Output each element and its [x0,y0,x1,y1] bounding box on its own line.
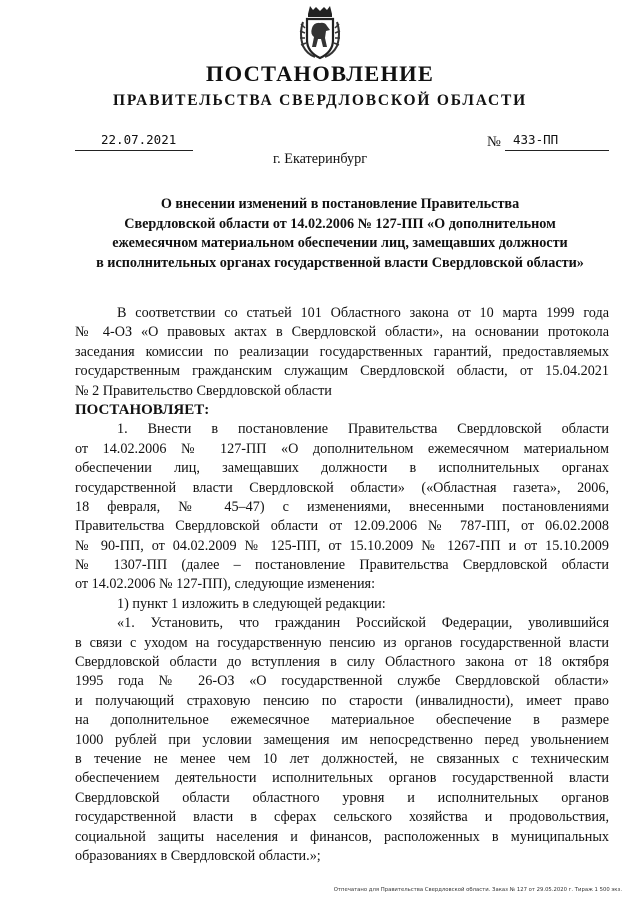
number-sign: № [487,134,501,150]
body-line: 18 февраля, № 45–47) с изменениями, внесенными постановлениями [75,498,609,515]
body-line: № 1307-ПП (далее – постановление Правительства Свердловской области [75,557,609,574]
document-body [75,304,609,866]
coat-of-arms-icon [297,4,343,60]
body-line: в течение не менее чем 10 лет должностей, не связанных с техническим [75,750,609,767]
body-line: 1995 года № 26-ОЗ «О государственной службе Свердловской области» [75,673,609,690]
heading-line: О внесении изменений в постановление Правительства [160,196,520,212]
body-line: Свердловской области областного уровня и исполнительных органов [75,789,609,806]
body-line: № 4-ОЗ «О правовых актах в Свердловской области», на основании протокола [75,324,609,341]
date-field [75,134,193,151]
body-line: на дополнительное ежемесячное материальное обеспечение в размере [75,712,609,729]
body-line: государственным гражданским служащим Свердловской области, от 15.04.2021 [75,363,609,380]
decree-word: ПОСТАНОВЛЯЕТ: [75,401,210,418]
print-imprint: Отпечатано для Правительства Свердловской области. Заказ № 127 от 29.05.2020 г. Тираж 1 500 экз. [333,887,622,893]
body-line: обеспечении лиц, замещавших должности в исполнительных органах [75,460,609,477]
body-line: от 14.02.2006 № 127-ПП), следующие изменения: [75,576,376,593]
body-line: от 14.02.2006 № 127-ПП «О дополнительном ежемесячном материальном [75,440,609,457]
body-line: обеспечением деятельности исполнительных органов государственной власти [75,770,609,787]
document-subtitle: ПРАВИТЕЛЬСТВА СВЕРДЛОВСКОЙ ОБЛАСТИ [113,92,527,109]
body-line: заседания комиссии по реализации государственных гарантий, предоставляемых [75,343,609,360]
body-line: Правительства Свердловской области от 12.09.2006 № 787-ПП, от 06.02.2008 [75,518,609,535]
heading-line: ежемесячном материальном обеспечении лиц, замещавших должности [112,235,568,251]
heading-line: Свердловской области от 14.02.2006 № 127-ПП «О дополнительном [124,215,556,232]
body-line: и получающий страховую пенсию по старости (инвалидности), имеет право [75,692,609,709]
city-name: г. Екатеринбург [272,151,368,167]
body-line: социальной защиты населения и финансов, расположенных в муниципальных [75,828,609,845]
resolution-heading [70,195,610,273]
body-line: «1. Установить, что гражданин Российской Федерации, уволившийся [117,615,609,632]
body-line: № 2 Правительство Свердловской области [75,382,332,399]
body-line: № 90-ПП, от 04.02.2009 № 125-ПП, от 15.10.2009 № 1267-ПП и от 15.10.2009 [75,537,609,554]
number-field [505,134,609,151]
document-date: 22.07.2021 [101,132,177,147]
body-line: государственной власти в сферах сельского хозяйства и продовольствия, [75,809,609,826]
body-line: 1) пункт 1 изложить в следующей редакции: [117,595,386,612]
body-line: государственной власти Свердловской области» («Областная газета», 2006, [75,479,609,496]
body-line: В соответствии со статьей 101 Областного закона от 10 марта 1999 года [117,305,609,321]
body-line: Свердловской области до вступления в силу Областного закона от 18 октября [75,654,609,671]
body-line: 1. Внести в постановление Правительства Свердловской области [117,421,609,438]
heading-line: в исполнительных органах государственной власти Свердловской области» [96,254,584,271]
body-line: образованиях в Свердловской области.»; [75,847,321,864]
body-line: в связи с уходом на государственную пенсию из органов государственной власти [75,634,609,651]
body-line: 1000 рублей при условии замещения им непосредственно перед увольнением [75,731,609,748]
document-number: 433-ПП [513,132,559,147]
document-title: ПОСТАНОВЛЕНИЕ [205,61,435,86]
